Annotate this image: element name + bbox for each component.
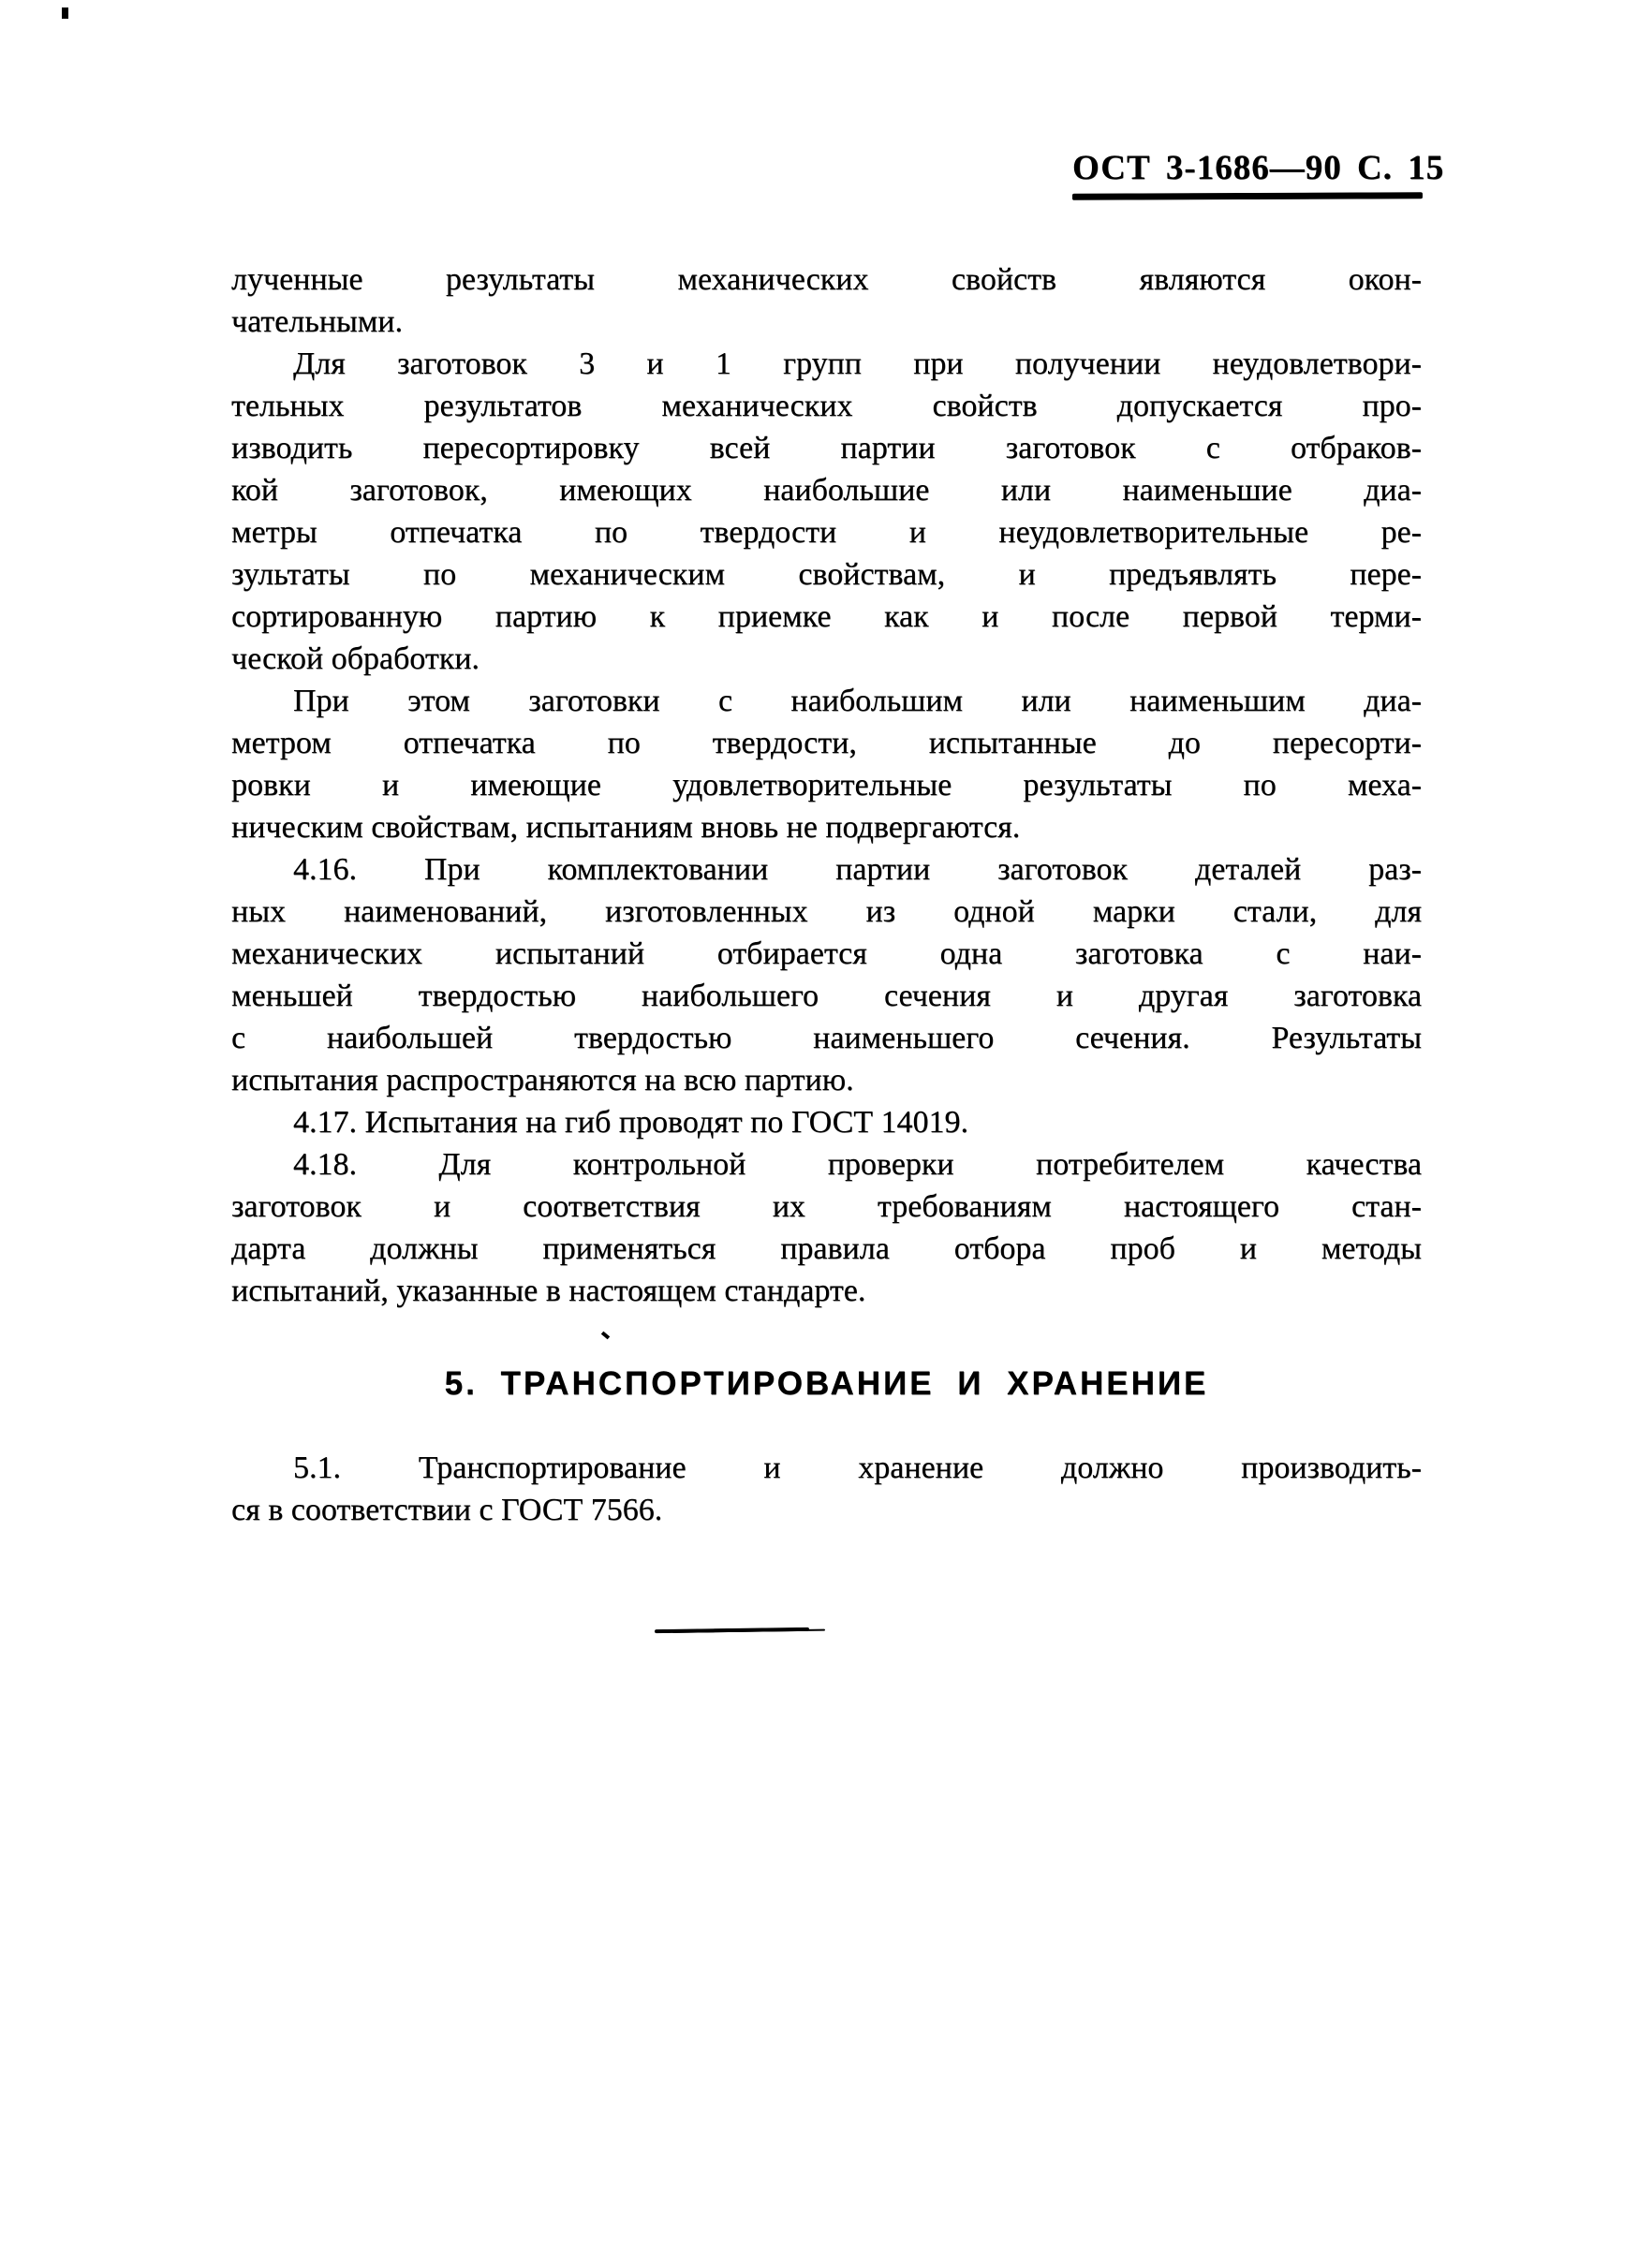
text-line: ся в соответствии с ГОСТ 7566.: [231, 1493, 663, 1527]
text-line: испытания распространяются на всю партию.: [231, 1063, 854, 1097]
paragraph: [231, 848, 1422, 1101]
text-line: метры отпечатка по твердости и неудовлетворительные ре-: [231, 515, 1422, 550]
text-line: заготовок и соответствия их требованиям настоящего стан-: [231, 1189, 1422, 1224]
text-line: дарта должны применяться правила отбора проб и методы: [231, 1231, 1422, 1266]
section-5-heading: 5. ТРАНСПОРТИРОВАНИЕ И ХРАНЕНИЕ: [444, 1365, 1209, 1402]
text-line: Для заготовок 3 и 1 групп при получении неудовлетвори-: [293, 346, 1422, 381]
text-line: лученные результаты механических свойств являются окон-: [231, 262, 1422, 297]
text-line: механических испытаний отбирается одна заготовка с наи-: [231, 936, 1422, 971]
document-reference: ОСТ 3-1686—90 С. 15: [1072, 149, 1445, 187]
text-line: ческой обработки.: [231, 641, 480, 676]
text-line: 4.18. Для контрольной проверки потребителем качества: [293, 1147, 1422, 1182]
text-line: метром отпечатка по твердости, испытанные до пересорти-: [231, 726, 1422, 760]
text-line: ническим свойствам, испытаниям вновь не подвергаются.: [231, 810, 1021, 845]
scan-speck: [62, 7, 68, 19]
text-line: кой заготовок, имеющих наибольшие или наименьшие диа-: [231, 473, 1422, 508]
text-line: ных наименований, изготовленных из одной марки стали, для: [231, 894, 1422, 929]
text-line: ровки и имеющие удовлетворительные результаты по меха-: [231, 768, 1422, 803]
text-line: с наибольшей твердостью наименьшего сечения. Результаты: [231, 1021, 1422, 1055]
paragraph: [231, 680, 1422, 848]
end-separator-line: [655, 1627, 809, 1633]
text-line: 5.1. Транспортирование и хранение должно производить-: [293, 1451, 1422, 1485]
paragraph: [231, 1447, 1422, 1531]
document-body: [231, 258, 1422, 1632]
text-line: меньшей твердостью наибольшего сечения и другая заготовка: [231, 979, 1422, 1013]
text-line: При этом заготовки с наибольшим или наименьшим диа-: [293, 684, 1422, 718]
text-line: испытаний, указанные в настоящем стандарте.: [231, 1274, 866, 1308]
text-line: сортированную партию к приемке как и после первой терми-: [231, 599, 1422, 634]
text-line: 4.17. Испытания на гиб проводят по ГОСТ 14019.: [293, 1105, 969, 1140]
text-line: изводить пересортировку всей партии заготовок с отбраков-: [231, 431, 1422, 465]
paragraph: [231, 1143, 1422, 1312]
page-header: [1072, 149, 1445, 199]
section-4-paragraphs: [231, 258, 1422, 1312]
section-5-paragraphs: [231, 1447, 1422, 1531]
paragraph: [231, 343, 1422, 680]
text-line: 4.16. При комплектовании партии заготовок деталей раз-: [293, 852, 1422, 887]
text-line: зультаты по механическим свойствам, и предъявлять пере-: [231, 557, 1422, 592]
paragraph: [231, 1101, 1422, 1143]
text-line: тельных результатов механических свойств допускается про-: [231, 389, 1422, 423]
header-rule: [1072, 192, 1423, 200]
paragraph: [231, 258, 1422, 343]
text-line: чательными.: [231, 304, 403, 339]
